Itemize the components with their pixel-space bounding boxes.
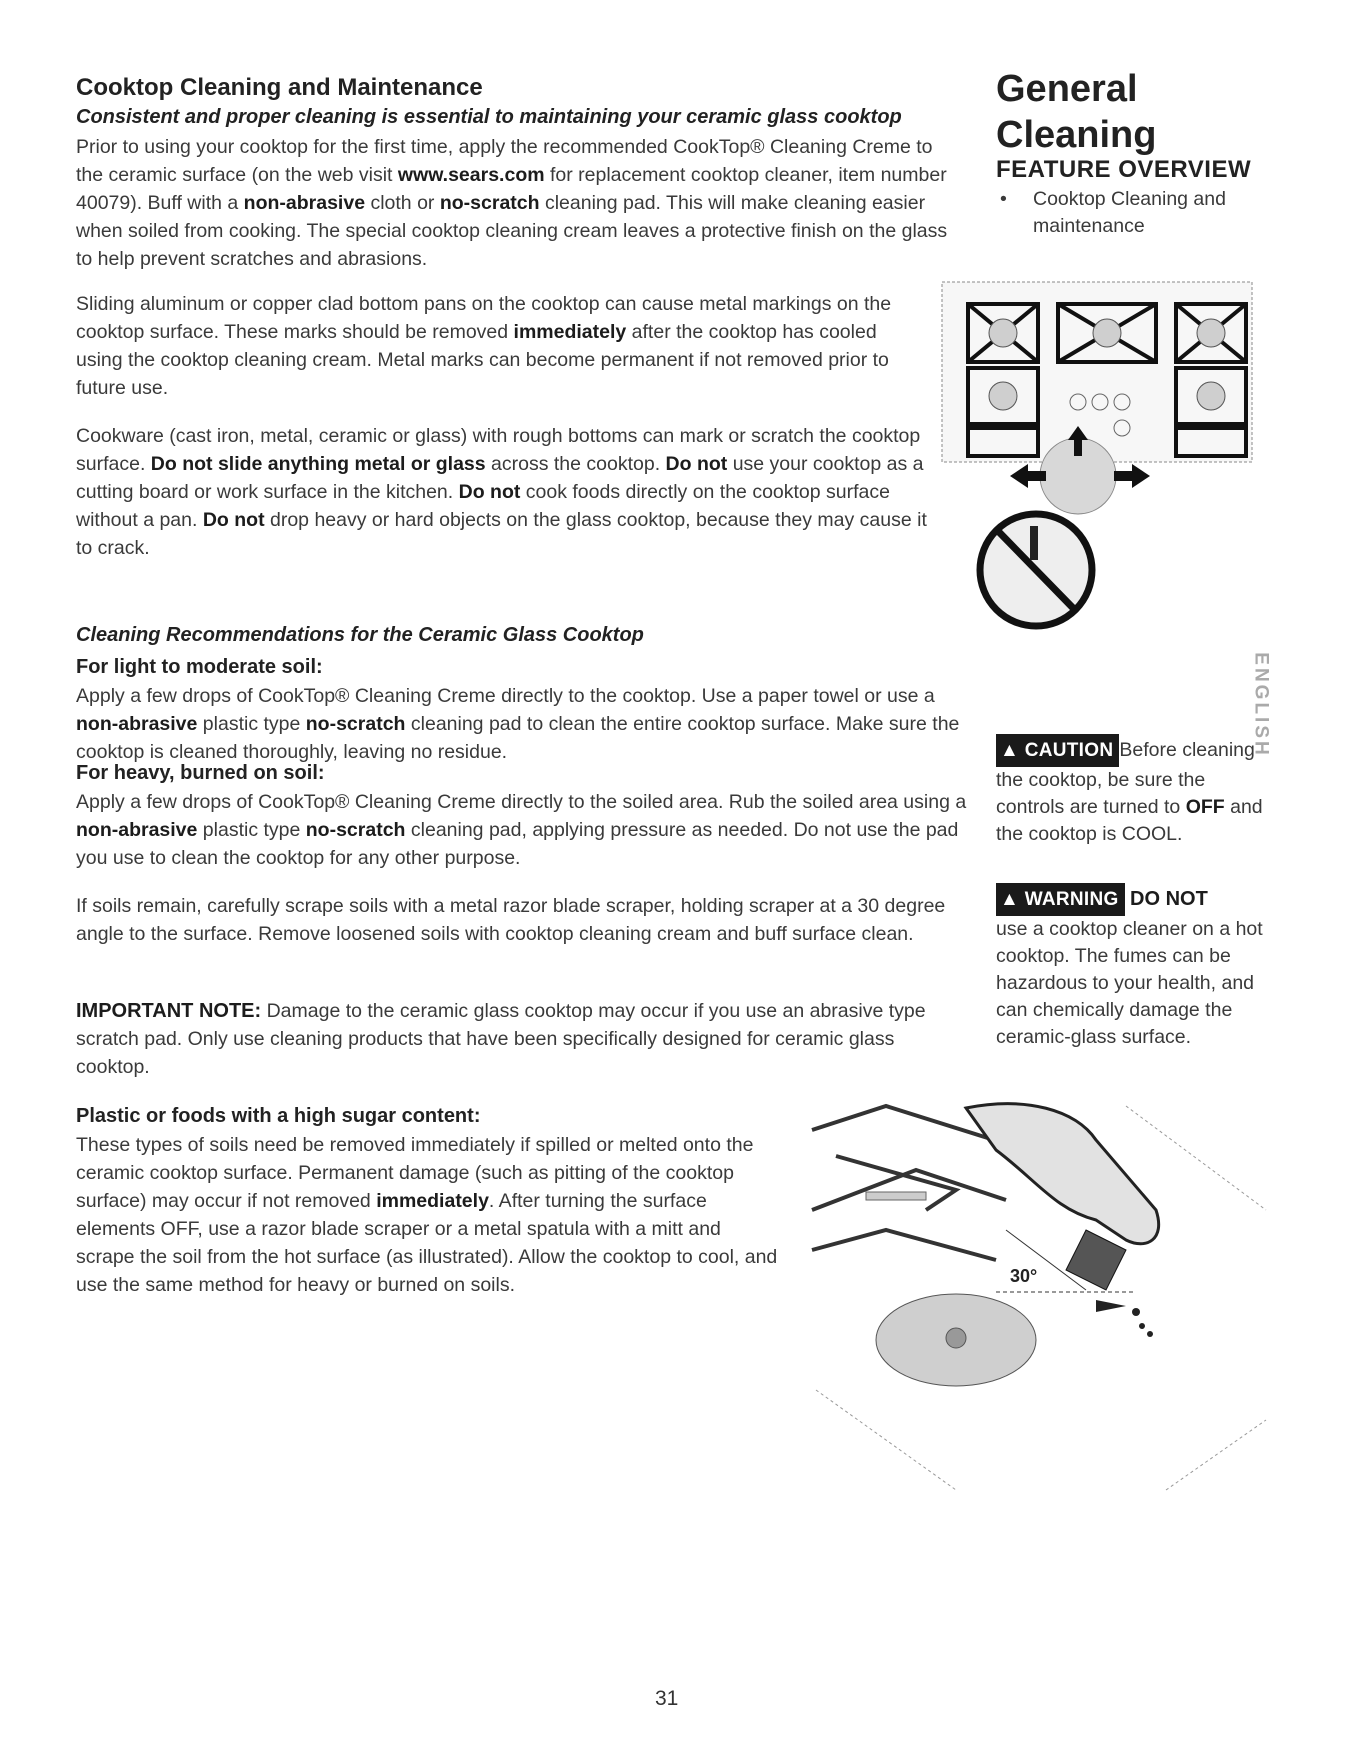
burner-center <box>946 1328 966 1348</box>
angle-label: 30° <box>1010 1266 1038 1286</box>
cookware-paragraph: Cookware (cast iron, metal, ceramic or glass) with rough bottoms can mark or scratch the cooktop surface. Do not slide anything metal or glass across the cooktop. Do not use your cooktop as a cutting board or work surface in the kitchen. Do not cook foods directly on the cooktop surface without a pan. Do not drop heavy or hard objects on the glass cooktop, because they may cause it to crack. <box>76 425 927 559</box>
side-title-line1: General <box>996 68 1138 110</box>
cooktop-surface <box>942 282 1252 462</box>
caution-badge: ▲ CAUTION <box>996 734 1119 767</box>
spatula-blade <box>866 1192 926 1200</box>
plastic-label: Plastic or foods with a high sugar content: <box>76 1105 481 1127</box>
important-note: IMPORTANT NOTE: Damage to the ceramic glass cooktop may occur if you use an abrasive type scratch pad. Only use cleaning products that have been specifically designed for ceramic glass cooktop. <box>76 1000 926 1078</box>
caution-note: ▲ CAUTION Before cleaning the cooktop, be sure the controls are turned to OFF and the cooktop is COOL. <box>996 734 1266 848</box>
recommendations-heading: Cleaning Recommendations for the Ceramic Glass Cooktop <box>76 624 644 646</box>
bullet-dot: • <box>1000 188 1007 210</box>
intro-heading: Consistent and proper cleaning is essential to maintaining your ceramic glass cooktop <box>76 106 902 128</box>
scrape-paragraph: If soils remain, carefully scrape soils with a metal razor blade scraper, holding scraper at a 30 degree angle to the surface. Remove loosened soils with cooktop cleaning cream and buff surface clean. <box>76 895 946 945</box>
pan-handle-icon <box>1030 526 1038 560</box>
language-tab-label: ENGLISH <box>1250 652 1272 758</box>
no-slide-illustration <box>938 276 1258 636</box>
heavy-soil-label: For heavy, burned on soil: <box>76 762 325 784</box>
side-title <box>996 66 1156 158</box>
page-number: 31 <box>655 1687 679 1710</box>
intro-paragraph: Prior to using your cooktop for the first time, apply the recommended CookTop® Cleaning Creme to the ceramic surface (on the web visit www.sears.com for replacement cooktop cleaner, item number 40079). Buff with a non-abrasive cloth or no-scratch cleaning pad. This will make cleaning easier when soiled from cooking. The special cooktop cleaning cream leaves a protective finish on the glass to help prevent scratches and abrasions. <box>76 136 948 270</box>
bullet-text: Cooktop Cleaning and maintenance <box>1033 188 1226 237</box>
heavy-soil-paragraph: Apply a few drops of CookTop® Cleaning Creme directly to the soiled area. Rub the soiled area using a non-abrasive plastic type no-scratch cleaning pad, applying pressure as needed. Do not use the pad you use to clean the cooktop for any other purpose. <box>76 791 967 869</box>
arrow-right-icon <box>1114 464 1150 488</box>
section-title: Cooktop Cleaning and Maintenance <box>76 74 483 101</box>
razor-scraper <box>1066 1230 1126 1290</box>
warning-lead: DO NOT <box>1130 888 1208 910</box>
side-title-line2: Cleaning <box>996 114 1157 156</box>
light-soil-label: For light to moderate soil: <box>76 656 323 678</box>
warning-note <box>996 883 1266 1051</box>
warning-text: use a cooktop cleaner on a hot cooktop. The fumes can be hazardous to your health, and can chemically damage the ceramic-glass surface. <box>996 918 1263 1048</box>
plastic-paragraph: These types of soils need be removed immediately if spilled or melted onto the ceramic cooktop surface. Permanent damage (such as pitting of the cooktop surface) may occur if not removed immediately. After turning the surface elements OFF, use a razor blade scraper or a metal spatula with a mitt and scrape the soil from the hot surface (as illustrated). Allow the cooktop to cool, and use the same method for heavy or burned on soils. <box>76 1134 778 1296</box>
oven-mitt <box>966 1104 1159 1244</box>
scraper-illustration <box>796 1100 1276 1500</box>
sliding-paragraph: Sliding aluminum or copper clad bottom pans on the cooktop can cause metal markings on the cooktop surface. These marks should be removed immediately after the cooktop has cooled using the cooktop cleaning cream. Metal marks can become permanent if not removed prior to future use. <box>76 293 892 399</box>
warning-badge: ▲ WARNING <box>996 883 1125 916</box>
light-soil-paragraph: Apply a few drops of CookTop® Cleaning Creme directly to the cooktop. Use a paper towel or use a non-abrasive plastic type no-scratch cleaning pad to clean the entire cooktop surface. Make sure the cooktop is cleaned thoroughly, leaving no residue. <box>76 685 960 763</box>
feature-overview-heading: FEATURE OVERVIEW <box>996 156 1252 183</box>
sears-url: www.sears.com <box>397 164 545 186</box>
soil-debris <box>1096 1300 1153 1337</box>
